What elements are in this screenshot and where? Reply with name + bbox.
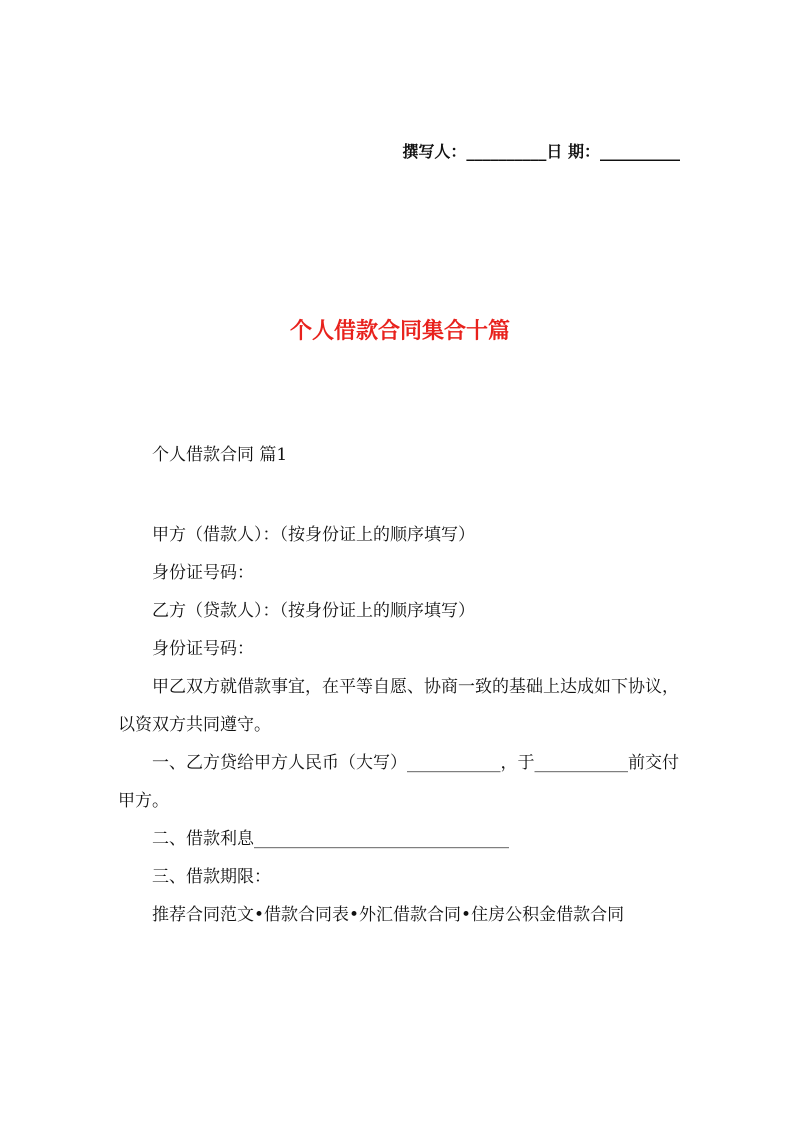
document-title: 个人借款合同集合十篇 bbox=[289, 318, 510, 344]
party-a-id-line: 身份证号码： bbox=[152, 563, 254, 583]
party-b-id-line: 身份证号码： bbox=[152, 639, 254, 659]
party-a-line: 甲方（借款人）：（按身份证上的顺序填写） bbox=[152, 525, 475, 545]
recommended-links-line: 推荐合同范文•借款合同表•外汇借款合同•住房公积金借款合同 bbox=[152, 905, 625, 925]
clause-interest: 二、借款利息______________________________ bbox=[152, 829, 509, 849]
agreement-intro-paragraph: 甲乙双方就借款事宜，在平等自愿、协商一致的基础上达成如下协议，以资双方共同遵守。 bbox=[118, 677, 679, 735]
date-label: 日 期： bbox=[546, 142, 600, 161]
author-blank: __________ bbox=[466, 142, 547, 161]
clause-loan-amount: 一、乙方贷给甲方人民币（大写）___________，于___________前交付甲方。 bbox=[118, 753, 679, 811]
party-b-line: 乙方（贷款人）：（按身份证上的顺序填写） bbox=[152, 601, 475, 621]
section-heading: 个人借款合同 篇1 bbox=[152, 445, 288, 465]
document-body bbox=[118, 436, 684, 934]
author-date-line bbox=[402, 140, 680, 164]
clause-term: 三、借款期限： bbox=[152, 867, 271, 887]
author-label: 撰写人： bbox=[402, 142, 467, 161]
date-blank: __________ bbox=[600, 142, 680, 161]
